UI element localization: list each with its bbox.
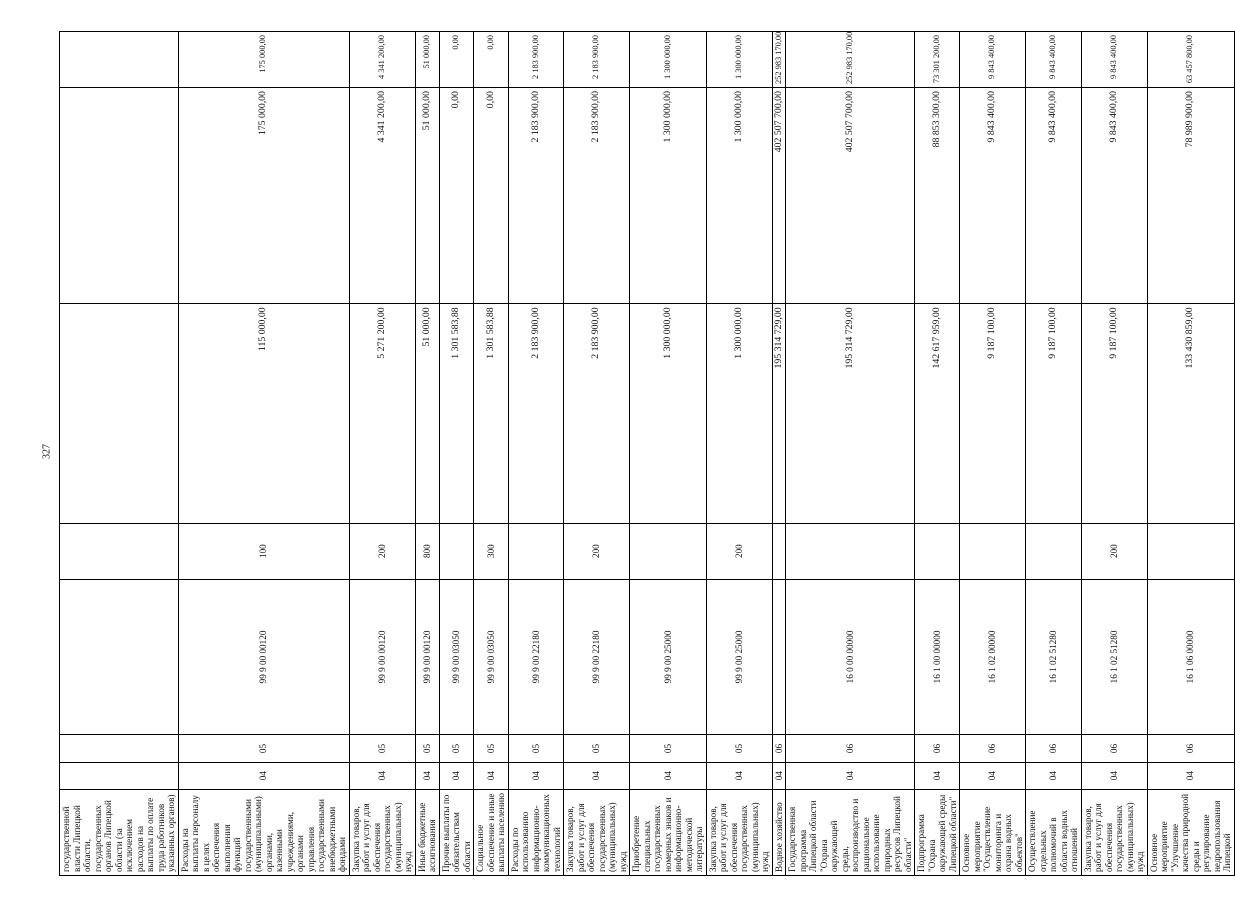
amount-cell: 1 300 000,00: [630, 88, 707, 304]
amount-cell: 175 000,00: [178, 88, 349, 304]
code-cell: 99 9 00 03050: [439, 579, 474, 735]
code-cell: 99 9 00 03050: [474, 579, 509, 735]
code-cell: 16 1 02 51280: [1081, 579, 1147, 735]
table-row: [60, 32, 179, 876]
amount-cell: 63 457 800,00: [1147, 32, 1234, 88]
table-row: [349, 32, 415, 876]
amount-cell: 252 983 170,00: [786, 32, 915, 88]
code-cell: 04: [772, 762, 786, 789]
table-row: [772, 32, 786, 876]
table-row: [960, 32, 1026, 876]
code-cell: 99 9 00 22180: [508, 579, 564, 735]
amount-cell: 9 187 100,00: [1026, 304, 1082, 523]
page-number: 327: [41, 444, 53, 459]
table-row: [564, 32, 630, 876]
amount-cell: 9 843 400,00: [1026, 88, 1082, 304]
code-cell: 04: [474, 762, 509, 789]
table-row: [1147, 32, 1234, 876]
amount-cell: 175 000,00: [178, 32, 349, 88]
amount-cell: 1 300 000,00: [706, 88, 772, 304]
amount-cell: 1 300 000,00: [630, 304, 707, 523]
code-cell: 04: [349, 762, 415, 789]
code-cell: 99 9 00 00120: [415, 579, 439, 735]
code-cell: 05: [630, 735, 707, 762]
code-cell: 05: [564, 735, 630, 762]
table-row: [706, 32, 772, 876]
amount-cell: [60, 32, 179, 88]
table-row: [508, 32, 564, 876]
code-cell: 100: [178, 523, 349, 579]
table-row: [630, 32, 707, 876]
amount-cell: 51 000,00: [415, 32, 439, 88]
code-cell: [630, 523, 707, 579]
amount-cell: 0,00: [474, 32, 509, 88]
code-cell: 16 0 00 00000: [786, 579, 915, 735]
table-row: [415, 32, 439, 876]
amount-cell: 1 300 000,00: [706, 32, 772, 88]
amount-cell: 2 183 900,00: [564, 88, 630, 304]
code-cell: [1026, 523, 1082, 579]
amount-cell: 2 183 900,00: [508, 32, 564, 88]
code-cell: 06: [1081, 735, 1147, 762]
code-cell: 04: [564, 762, 630, 789]
code-cell: [60, 735, 179, 762]
code-cell: [786, 523, 915, 579]
table-row: [439, 32, 474, 876]
budget-table-body: [60, 32, 1235, 876]
amount-cell: 402 507 700,00: [772, 88, 786, 304]
code-cell: 04: [1026, 762, 1082, 789]
row-name-cell: Расходы на выплаты персоналу в целях обеспечения выполнения функций государственными (муниципальными) органами, казенными учреждениями, органами управления государственными внебюджетными фондами: [178, 789, 349, 875]
code-cell: [772, 579, 786, 735]
code-cell: [439, 523, 474, 579]
rotated-table-container: [59, 31, 1232, 876]
row-name-cell: Расходы по использованию информационно-коммуникационных технологий: [508, 789, 564, 875]
amount-cell: 195 314 729,00: [772, 304, 786, 523]
amount-cell: [60, 88, 179, 304]
amount-cell: 402 507 700,00: [786, 88, 915, 304]
table-row: [474, 32, 509, 876]
code-cell: [772, 523, 786, 579]
code-cell: [960, 523, 1026, 579]
code-cell: 16 1 02 51280: [1026, 579, 1082, 735]
row-name-cell: Закупка товаров, работ и услуг для обеспечения государственных (муниципальных) нужд: [1081, 789, 1147, 875]
amount-cell: 142 617 959,00: [915, 304, 960, 523]
code-cell: 04: [178, 762, 349, 789]
amount-cell: 9 843 400,00: [960, 32, 1026, 88]
row-name-cell: Водное хозяйство: [772, 789, 786, 875]
row-name-cell: Основное мероприятие "Осуществление мониторинга и охрана водных объектов": [960, 789, 1026, 875]
code-cell: 05: [508, 735, 564, 762]
code-cell: 04: [1081, 762, 1147, 789]
row-name-cell: Государственная программа Липецкой области "Охрана окружающей среды, воспроизводство и рациональное использование природных ресурсов Липецкой области": [786, 789, 915, 875]
amount-cell: 115 000,00: [178, 304, 349, 523]
row-name-cell: Закупка товаров, работ и услуг для обеспечения государственных (муниципальных) нужд: [349, 789, 415, 875]
amount-cell: 1 301 583,88: [474, 304, 509, 523]
amount-cell: 73 301 200,00: [915, 32, 960, 88]
amount-cell: 9 187 100,00: [1081, 304, 1147, 523]
code-cell: 04: [706, 762, 772, 789]
row-name-cell: Основное мероприятие "Улучшение качества природной среды и регулирование недропользования Липецкой: [1147, 789, 1234, 875]
amount-cell: 9 843 400,00: [1081, 88, 1147, 304]
code-cell: 04: [1147, 762, 1234, 789]
amount-cell: 51 000,00: [415, 304, 439, 523]
code-cell: [60, 762, 179, 789]
code-cell: 99 9 00 25000: [630, 579, 707, 735]
code-cell: 200: [349, 523, 415, 579]
code-cell: 99 9 00 22180: [564, 579, 630, 735]
code-cell: 06: [915, 735, 960, 762]
code-cell: 04: [786, 762, 915, 789]
row-name-cell: Подпрограмма "Охрана окружающей среды Липецкой области": [915, 789, 960, 875]
amount-cell: 252 983 170,00: [772, 32, 786, 88]
amount-cell: 0,00: [439, 32, 474, 88]
code-cell: 200: [564, 523, 630, 579]
amount-cell: 4 341 200,00: [349, 88, 415, 304]
amount-cell: 1 301 583,88: [439, 304, 474, 523]
amount-cell: 5 271 200,00: [349, 304, 415, 523]
code-cell: 04: [439, 762, 474, 789]
amount-cell: 1 300 000,00: [706, 304, 772, 523]
code-cell: 04: [915, 762, 960, 789]
code-cell: 05: [178, 735, 349, 762]
code-cell: 800: [415, 523, 439, 579]
code-cell: 06: [772, 735, 786, 762]
code-cell: 300: [474, 523, 509, 579]
table-row: [915, 32, 960, 876]
code-cell: 05: [349, 735, 415, 762]
code-cell: [508, 523, 564, 579]
code-cell: 99 9 00 25000: [706, 579, 772, 735]
row-name-cell: Осуществление отдельных полномочий в области водных отношений: [1026, 789, 1082, 875]
code-cell: [915, 523, 960, 579]
code-cell: 04: [960, 762, 1026, 789]
amount-cell: 9 187 100,00: [960, 304, 1026, 523]
code-cell: 06: [960, 735, 1026, 762]
code-cell: [60, 523, 179, 579]
amount-cell: 0,00: [439, 88, 474, 304]
amount-cell: 1 300 000,00: [630, 32, 707, 88]
code-cell: 16 1 06 00000: [1147, 579, 1234, 735]
table-row: [1026, 32, 1082, 876]
amount-cell: 4 341 200,00: [349, 32, 415, 88]
row-name-cell: Прочие выплаты по обязательствам области: [439, 789, 474, 875]
amount-cell: 9 843 400,00: [1081, 32, 1147, 88]
table-row: [178, 32, 349, 876]
budget-table: [59, 31, 1235, 876]
amount-cell: 2 183 900,00: [508, 88, 564, 304]
amount-cell: 0,00: [474, 88, 509, 304]
row-name-cell: Иные бюджетные ассигнования: [415, 789, 439, 875]
amount-cell: 78 989 900,00: [1147, 88, 1234, 304]
code-cell: 04: [415, 762, 439, 789]
code-cell: [1147, 523, 1234, 579]
amount-cell: 2 183 900,00: [564, 304, 630, 523]
amount-cell: 2 183 900,00: [508, 304, 564, 523]
code-cell: 04: [508, 762, 564, 789]
code-cell: 200: [706, 523, 772, 579]
amount-cell: 2 183 900,00: [564, 32, 630, 88]
table-row: [786, 32, 915, 876]
row-name-cell: Закупка товаров, работ и услуг для обеспечения государственных (муниципальных) нужд: [564, 789, 630, 875]
code-cell: 16 1 00 00000: [915, 579, 960, 735]
table-row: [1081, 32, 1147, 876]
row-name-cell: государственной власти Липецкой области, государственных органов Липецкой области (за исключением расходов на выплаты по оплате труда работников указанных органов): [60, 789, 179, 875]
amount-cell: 88 853 300,00: [915, 88, 960, 304]
code-cell: 99 9 00 00120: [349, 579, 415, 735]
code-cell: [60, 579, 179, 735]
code-cell: 05: [439, 735, 474, 762]
code-cell: 04: [630, 762, 707, 789]
code-cell: 06: [1026, 735, 1082, 762]
code-cell: 99 9 00 00120: [178, 579, 349, 735]
amount-cell: 9 843 400,00: [960, 88, 1026, 304]
row-name-cell: Закупка товаров, работ и услуг для обеспечения государственных (муниципальных) нужд: [706, 789, 772, 875]
code-cell: 06: [1147, 735, 1234, 762]
amount-cell: [60, 304, 179, 523]
code-cell: 200: [1081, 523, 1147, 579]
row-name-cell: Социальное обеспечение и иные выплаты населению: [474, 789, 509, 875]
code-cell: 05: [474, 735, 509, 762]
amount-cell: 195 314 729,00: [786, 304, 915, 523]
code-cell: 06: [786, 735, 915, 762]
amount-cell: 133 430 859,00: [1147, 304, 1234, 523]
amount-cell: 51 000,00: [415, 88, 439, 304]
code-cell: 05: [415, 735, 439, 762]
code-cell: 16 1 02 00000: [960, 579, 1026, 735]
row-name-cell: Приобретение специальных государственных номерных знаков и информационно-методической литературы: [630, 789, 707, 875]
code-cell: 05: [706, 735, 772, 762]
amount-cell: 9 843 400,00: [1026, 32, 1082, 88]
